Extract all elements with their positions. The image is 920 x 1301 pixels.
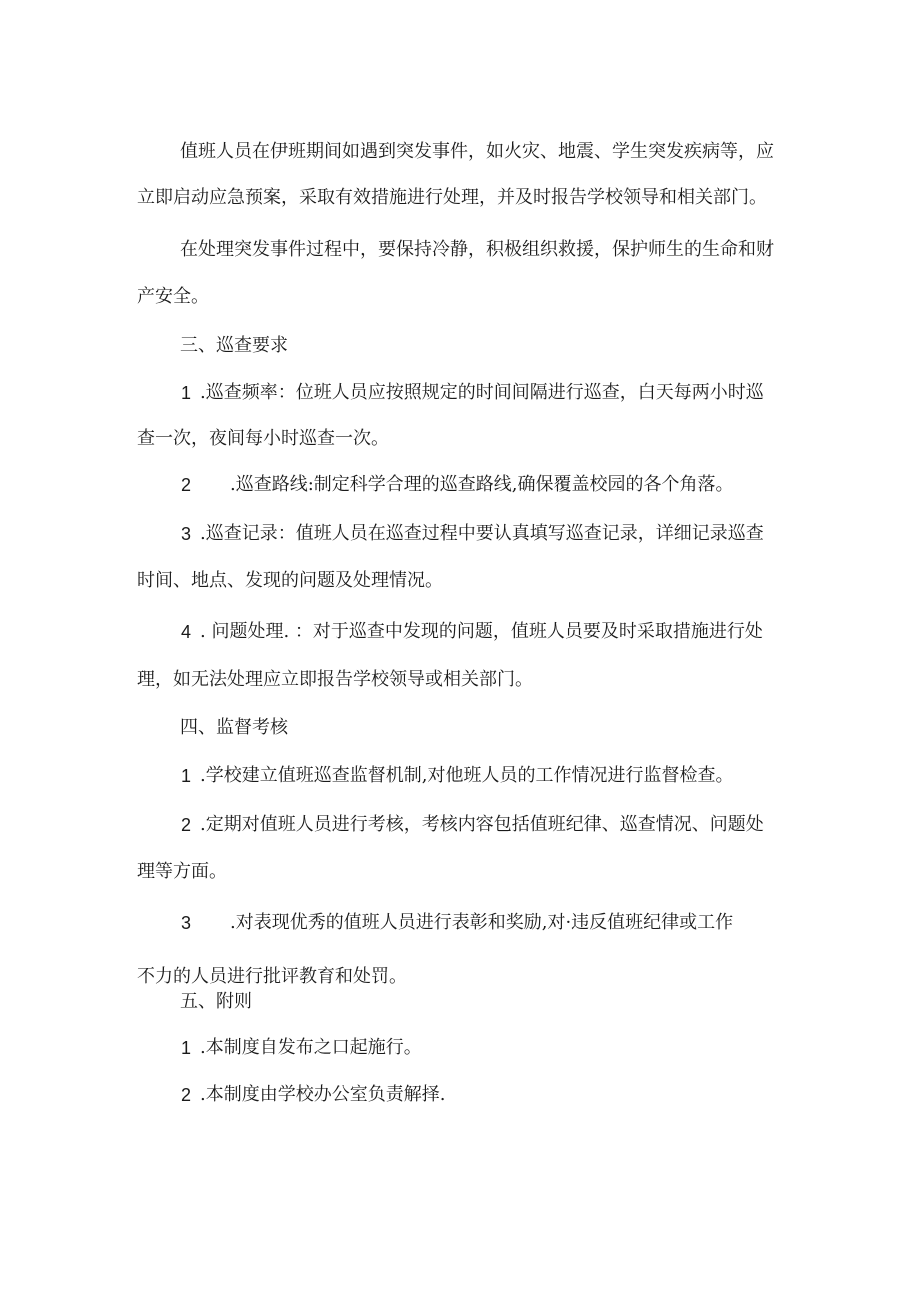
- section4-heading: 四、监督考核: [180, 717, 288, 738]
- s3-item2-number: 2: [181, 475, 192, 495]
- s3-item4-line1: . 问题处理. ：对于巡查中发现的问题，值班人员要及时采取措施进行处: [200, 621, 763, 642]
- section5-heading: 五、附则: [180, 991, 252, 1012]
- s3-item4-line2: 理，如无法处理应立即报告学校领导或相关部门。: [137, 669, 533, 690]
- s4-item2-line2: 理等方面。: [137, 861, 227, 882]
- s4-item1-number: 1: [181, 766, 192, 786]
- s5-item1-number: 1: [181, 1038, 192, 1058]
- s3-item4-number: 4: [181, 622, 192, 642]
- s3-item3-number: 3: [181, 524, 192, 544]
- para2-line2: 产安全。: [137, 286, 209, 307]
- s3-item3-line2: 时间、地点、发现的问题及处理情况。: [137, 570, 443, 591]
- s5-item1-line1: .本制度自发布之口起施行。: [200, 1037, 422, 1058]
- s3-item1-line2: 查一次，夜间每小时巡查一次。: [137, 428, 389, 449]
- s4-item3-line1: .对表现优秀的值班人员进行表彰和奖励,对·违反值班纪律或工作: [230, 912, 734, 933]
- s4-item3-line2: 不力的人员进行批评教育和处罚。: [137, 966, 407, 987]
- para1-line2: 立即启动应急预案，采取有效措施进行处理，并及时报告学校领导和相关部门。: [137, 187, 767, 208]
- para1-line1: 值班人员在伊班期间如遇到突发事件，如火灾、地震、学生突发疾病等，应: [180, 141, 774, 162]
- s3-item1-number: 1: [181, 383, 192, 403]
- s4-item2-number: 2: [181, 815, 192, 835]
- s3-item1-line1: .巡查频率：位班人员应按照规定的时间间隔进行巡查，白天每两小时巡: [200, 382, 764, 403]
- s3-item2-line1: .巡查路线:制定科学合理的巡查路线,确保覆盖校园的各个角落。: [230, 474, 734, 495]
- s3-item3-line1: .巡查记录：值班人员在巡查过程中要认真填写巡查记录，详细记录巡查: [200, 523, 764, 544]
- s4-item2-line1: .定期对值班人员进行考核，考核内容包括值班纪律、巡查情况、问题处: [200, 814, 764, 835]
- s4-item3-number: 3: [181, 913, 192, 933]
- s5-item2-number: 2: [181, 1085, 192, 1105]
- s5-item2-line1: .本制度由学校办公室负责解择.: [200, 1084, 446, 1105]
- s4-item1-line1: .学校建立值班巡查监督机制,对他班人员的工作情况进行监督检查。: [200, 765, 734, 786]
- para2-line1: 在处理突发事件过程中，要保持冷静，积极组织救援，保护师生的生命和财: [180, 239, 774, 260]
- section3-heading: 三、巡查要求: [180, 335, 288, 356]
